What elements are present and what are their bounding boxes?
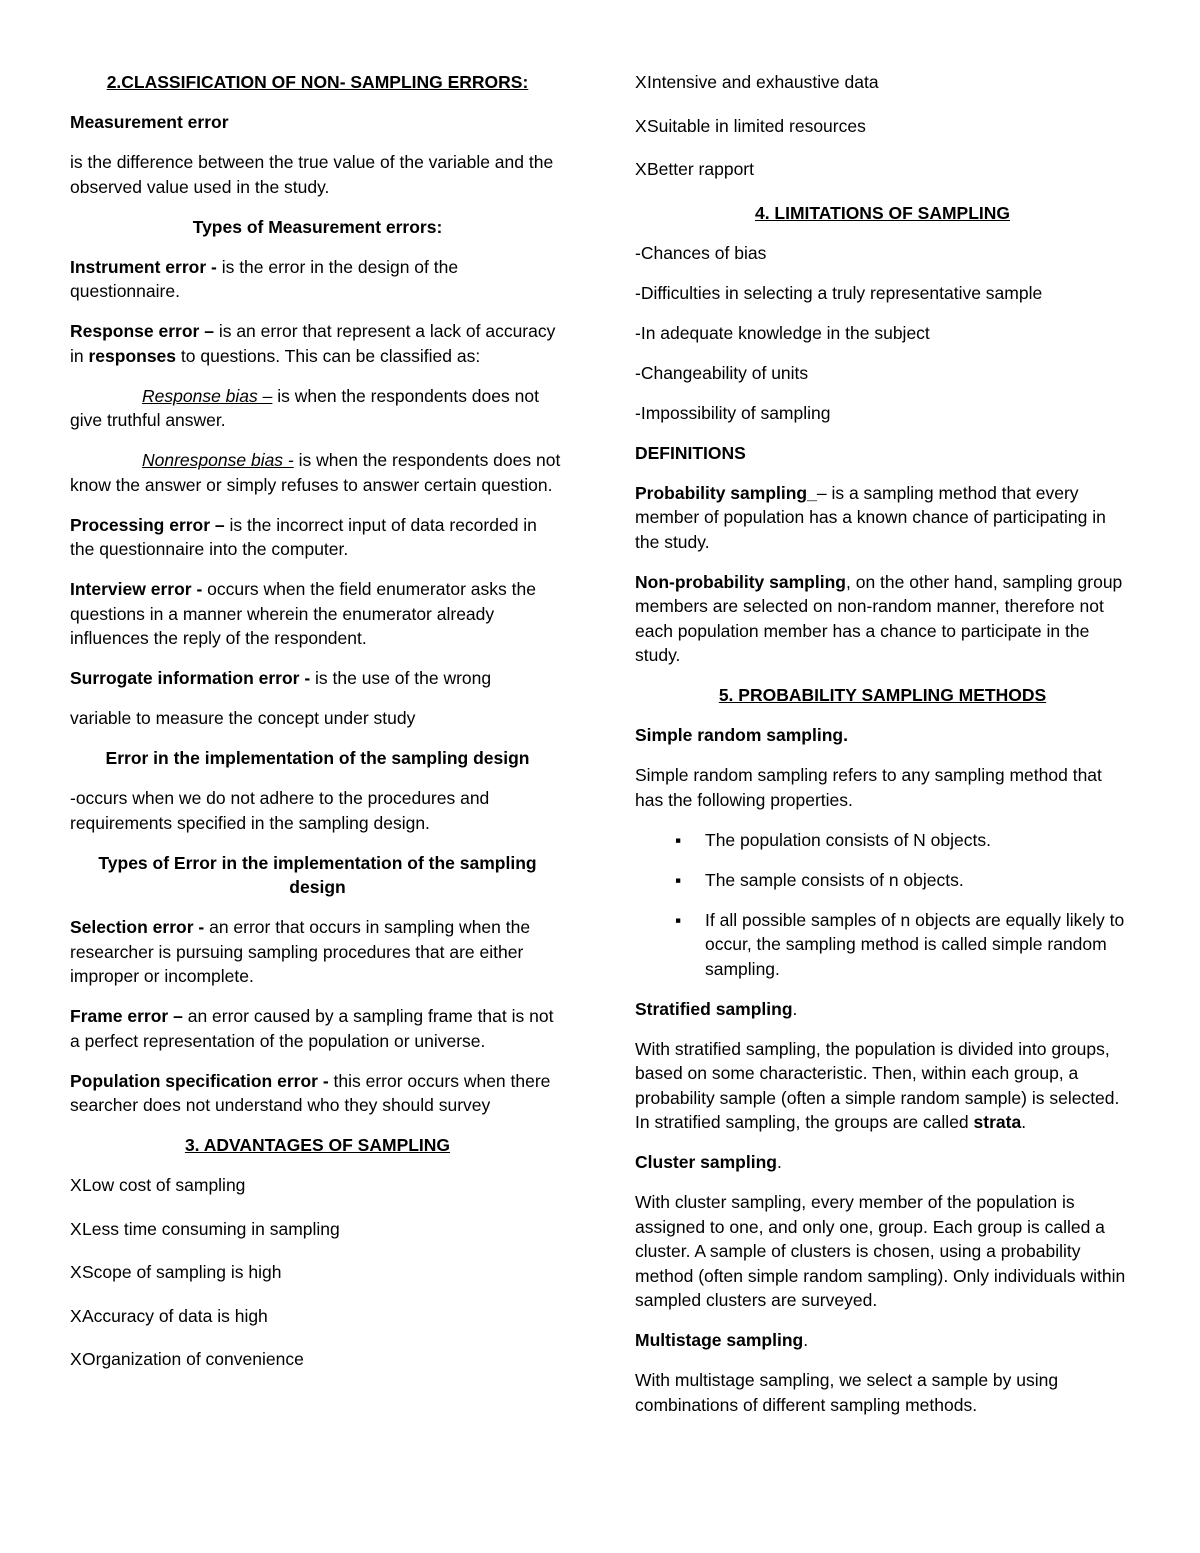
advantage-text: Intensive and exhaustive data bbox=[647, 72, 879, 92]
population-error-paragraph bbox=[70, 1069, 565, 1118]
processing-error-definition: is the incorrect input of data recorded in the questionnaire into the computer. bbox=[70, 514, 537, 559]
x-mark-icon: X bbox=[70, 1349, 82, 1369]
population-error-definition: this error occurs when there searcher does not understand who they should survey bbox=[70, 1070, 551, 1115]
heading-limitations: 4. LIMITATIONS OF SAMPLING bbox=[754, 202, 1011, 223]
simple-random-properties-list bbox=[635, 828, 1130, 982]
advantage-text: Better rapport bbox=[647, 159, 754, 179]
list-item bbox=[635, 868, 1130, 893]
frame-error-definition: an error caused by a sampling frame that is not a perfect representation of the population or universe. bbox=[70, 1006, 554, 1051]
advantage-item bbox=[635, 157, 1130, 182]
response-error-definition-b: to questions. This can be classified as: bbox=[176, 345, 481, 366]
bullet-icon: ▪ bbox=[675, 869, 682, 890]
simple-random-title: Simple random sampling. bbox=[635, 725, 848, 745]
list-item-text: The population consists of N objects. bbox=[705, 829, 991, 850]
x-mark-icon: X bbox=[635, 159, 647, 179]
probability-sampling-term: Probability sampling_ bbox=[635, 482, 817, 503]
types-measurement-title: Types of Measurement errors: bbox=[192, 216, 443, 237]
bullet-icon: ▪ bbox=[675, 909, 682, 930]
stratified-definition-b: . bbox=[1021, 1112, 1027, 1132]
stratified-bold-strata: strata bbox=[973, 1112, 1022, 1132]
advantage-text: Suitable in limited resources bbox=[647, 115, 866, 136]
limitation-item: -Difficulties in selecting a truly representative sample bbox=[635, 282, 1043, 303]
advantage-item bbox=[70, 1304, 565, 1329]
selection-error-definition: an error that occurs in sampling when the researcher is pursuing sampling procedures that are either improper or incomplete. bbox=[70, 917, 531, 986]
instrument-error-definition: is the error in the design of the questionnaire. bbox=[70, 256, 459, 301]
stratified-definition bbox=[635, 1037, 1130, 1135]
advantage-item bbox=[70, 1347, 565, 1372]
interview-error-definition: occurs when the field enumerator asks the questions in a manner wherein the enumerator already influences the reply of the respondent. bbox=[70, 579, 536, 648]
advantage-item bbox=[70, 1260, 565, 1285]
advantage-text: Less time consuming in sampling bbox=[82, 1218, 340, 1239]
nonprobability-sampling-definition: , on the other hand, sampling group members are selected on non-random manner, therefore not each population member has a chance to participate in the study. bbox=[635, 571, 1123, 665]
x-mark-icon: X bbox=[70, 1262, 82, 1282]
limitation-item: -Impossibility of sampling bbox=[635, 402, 831, 423]
list-item bbox=[635, 828, 1130, 853]
probability-sampling-definition: – is a sampling method that every member of population has a known chance of participating in the study. bbox=[635, 482, 1106, 552]
cluster-title-dot: . bbox=[776, 1152, 782, 1172]
list-item-text: The sample consists of n objects. bbox=[705, 869, 964, 890]
advantage-item bbox=[70, 1217, 565, 1242]
surrogate-error-term: Surrogate information error - bbox=[70, 668, 311, 688]
multistage-title-line bbox=[635, 1328, 1130, 1353]
right-column bbox=[635, 70, 1130, 1433]
advantage-text: Accuracy of data is high bbox=[82, 1305, 268, 1326]
frame-error-term: Frame error – bbox=[70, 1006, 183, 1026]
list-item bbox=[635, 908, 1130, 982]
surrogate-error-definition: is the use of the wrong bbox=[310, 668, 492, 688]
surrogate-error-definition-2: variable to measure the concept under study bbox=[70, 708, 416, 728]
instrument-error-term: Instrument error - bbox=[70, 256, 217, 277]
nonresponse-bias-term: Nonresponse bias - bbox=[142, 450, 294, 470]
advantage-item bbox=[635, 114, 1130, 139]
processing-error-term: Processing error – bbox=[70, 514, 225, 535]
advantage-item bbox=[70, 1173, 565, 1198]
x-mark-icon: X bbox=[70, 1218, 82, 1239]
advantage-item bbox=[635, 70, 1130, 95]
heading-classification: 2.CLASSIFICATION OF NON- SAMPLING ERRORS: bbox=[106, 72, 529, 92]
types-implementation-title: Types of Error in the implementation of the sampling design bbox=[98, 852, 537, 897]
nonprobability-sampling-paragraph bbox=[635, 570, 1130, 668]
heading-advantages: 3. ADVANTAGES OF SAMPLING bbox=[184, 1135, 451, 1155]
response-bias-term: Response bias – bbox=[142, 385, 273, 406]
multistage-title-dot: . bbox=[803, 1330, 809, 1350]
selection-error-term: Selection error - bbox=[70, 917, 205, 937]
bullet-icon: ▪ bbox=[675, 829, 682, 850]
multistage-title: Multistage sampling bbox=[635, 1330, 804, 1350]
x-mark-icon: X bbox=[635, 115, 647, 136]
probability-sampling-paragraph bbox=[635, 481, 1130, 555]
cluster-title-line bbox=[635, 1150, 1130, 1175]
processing-error-paragraph bbox=[70, 513, 565, 562]
stratified-title: Stratified sampling bbox=[635, 998, 793, 1019]
instrument-error-paragraph bbox=[70, 255, 565, 304]
implementation-error-definition: -occurs when we do not adhere to the procedures and requirements specified in the sampling design. bbox=[70, 788, 490, 833]
nonresponse-bias-paragraph bbox=[70, 448, 565, 497]
implementation-error-title: Error in the implementation of the sampling design bbox=[105, 748, 530, 768]
simple-random-definition: Simple random sampling refers to any sampling method that has the following properties. bbox=[635, 765, 1102, 810]
stratified-definition-a: With stratified sampling, the population is divided into groups, based on some characteristic. Then, within each group, a probability sample (often a simple random sample) is selected. In stratified sampling, the groups are called bbox=[635, 1038, 1120, 1132]
limitation-item: -Chances of bias bbox=[635, 242, 767, 263]
interview-error-term: Interview error - bbox=[70, 579, 203, 599]
stratified-title-dot: . bbox=[792, 998, 798, 1019]
response-error-paragraph bbox=[70, 319, 565, 368]
heading-probability-methods: 5. PROBABILITY SAMPLING METHODS bbox=[718, 685, 1047, 705]
heading-definitions: DEFINITIONS bbox=[635, 442, 746, 463]
left-column bbox=[70, 70, 565, 1391]
nonprobability-sampling-term: Non-probability sampling bbox=[635, 571, 846, 592]
advantage-text: Scope of sampling is high bbox=[82, 1262, 282, 1282]
response-error-bold: responses bbox=[88, 345, 177, 366]
stratified-title-line bbox=[635, 997, 1130, 1022]
selection-error-paragraph bbox=[70, 915, 565, 989]
nonresponse-bias-definition: is when the respondents does not know the answer or simply refuses to answer certain question. bbox=[70, 450, 561, 495]
cluster-title: Cluster sampling bbox=[635, 1152, 777, 1172]
list-item-text: If all possible samples of n objects are equally likely to occur, the sampling method is called simple random sampling. bbox=[705, 909, 1125, 979]
frame-error-paragraph bbox=[70, 1004, 565, 1053]
population-error-term: Population specification error - bbox=[70, 1070, 329, 1091]
limitation-item: -In adequate knowledge in the subject bbox=[635, 322, 930, 343]
limitation-item: -Changeability of units bbox=[635, 362, 809, 383]
advantage-text: Low cost of sampling bbox=[82, 1175, 246, 1195]
response-error-term: Response error – bbox=[70, 321, 214, 341]
multistage-definition: With multistage sampling, we select a sample by using combinations of different sampling methods. bbox=[635, 1370, 1059, 1415]
x-mark-icon: X bbox=[70, 1305, 82, 1326]
advantage-text: Organization of convenience bbox=[82, 1349, 304, 1369]
cluster-definition: With cluster sampling, every member of the population is assigned to one, and only one, group. Each group is called a cluster. A sample of clusters is chosen, using a probability method (often simple random sampling). Only individuals within sampled clusters are surveyed. bbox=[635, 1192, 1126, 1310]
response-bias-definition: is when the respondents does not give truthful answer. bbox=[70, 385, 539, 430]
measurement-error-title: Measurement error bbox=[70, 112, 229, 132]
response-error-definition-a: is an error that represent a lack of accuracy in bbox=[70, 321, 556, 366]
x-mark-icon: X bbox=[70, 1175, 82, 1195]
response-bias-paragraph bbox=[70, 384, 565, 433]
surrogate-error-paragraph bbox=[70, 666, 565, 691]
x-mark-icon: X bbox=[635, 72, 647, 92]
measurement-error-definition: is the difference between the true value of the variable and the observed value used in the study. bbox=[70, 152, 554, 197]
interview-error-paragraph bbox=[70, 577, 565, 651]
